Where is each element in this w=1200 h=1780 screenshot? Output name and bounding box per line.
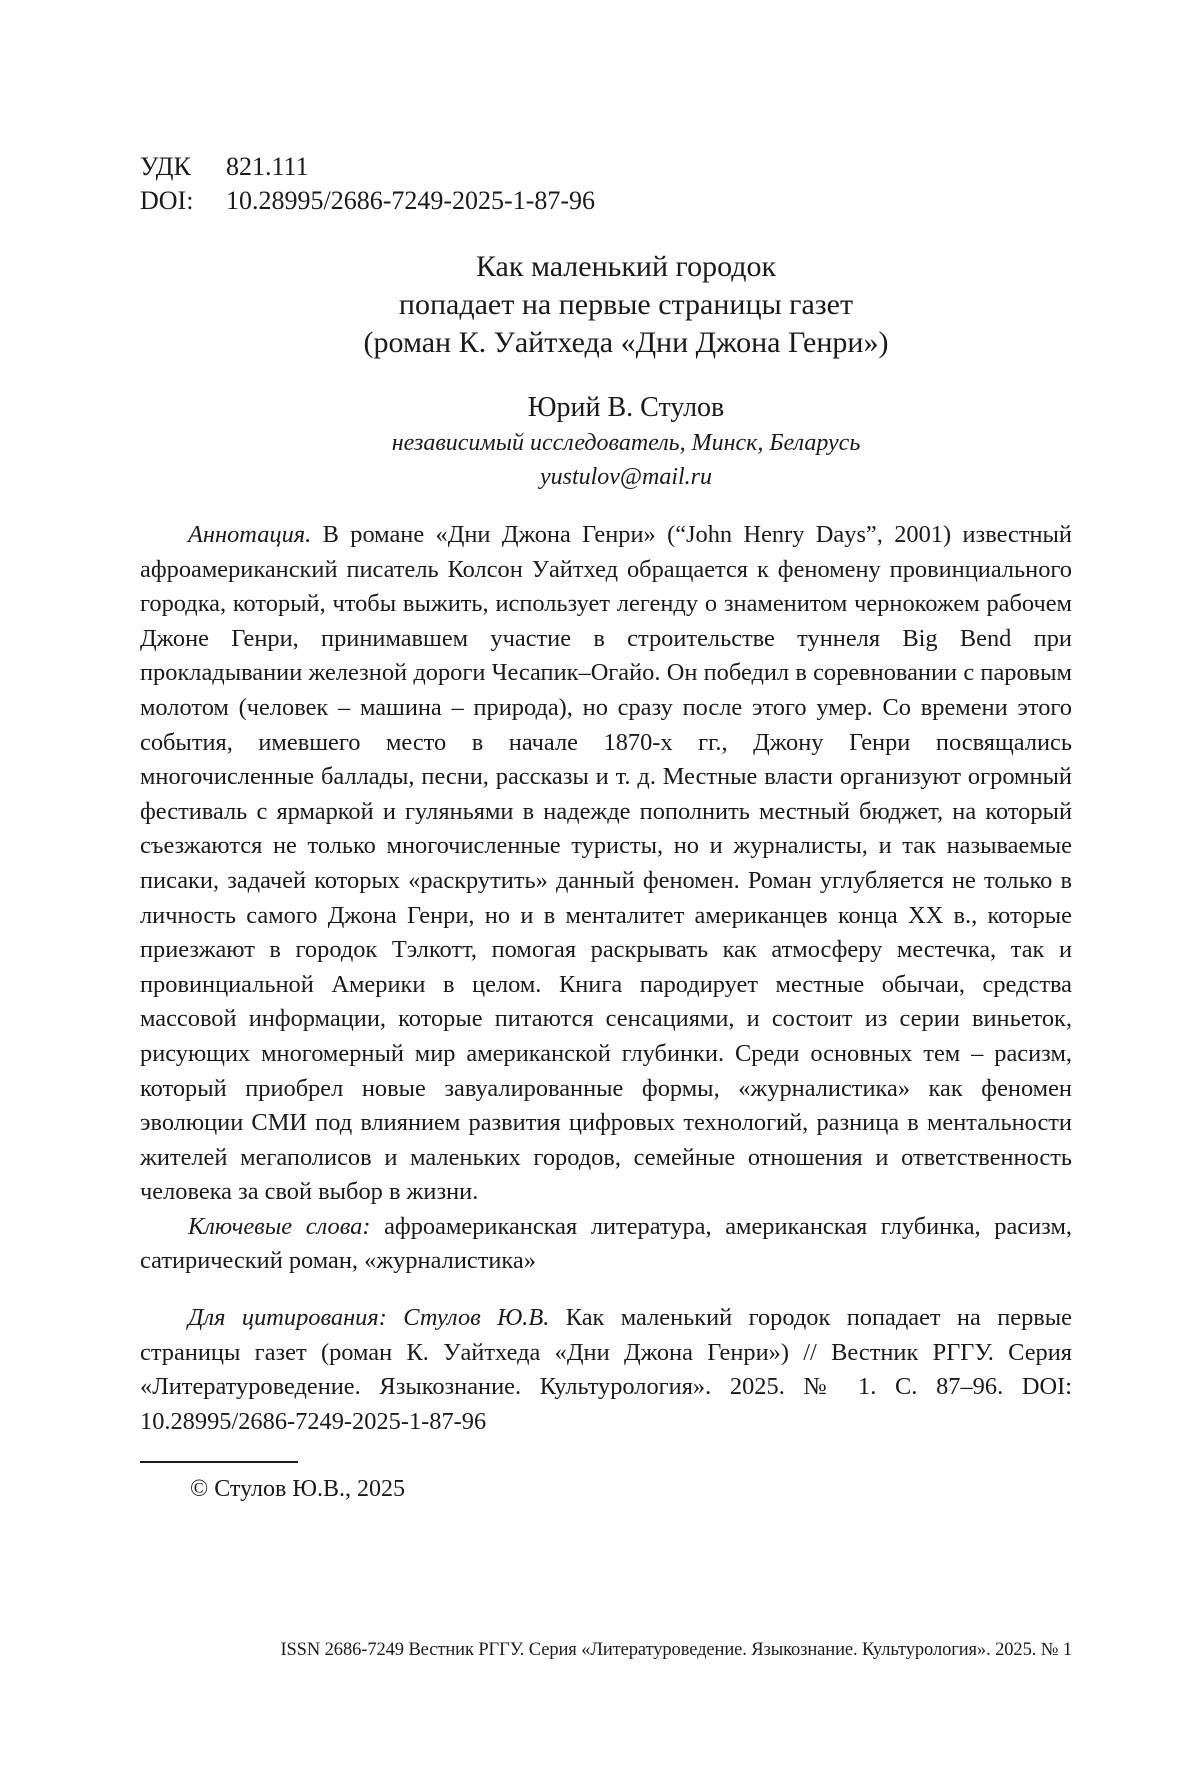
journal-footer: ISSN 2686-7249 Вестник РГГУ. Серия «Литературоведение. Языкознание. Культурология». 2025. № 1 — [280, 1640, 1072, 1660]
author-name: Юрий В. Стулов — [527, 392, 725, 423]
doi-line — [140, 184, 1072, 218]
udk-line — [140, 150, 1072, 184]
citation-paragraph — [140, 1301, 1072, 1439]
abstract-label: Аннотация. — [188, 521, 312, 548]
abstract-paragraph — [140, 518, 1072, 1210]
title-line-2: попадает на первые страницы газет — [398, 288, 854, 321]
footnote-divider — [140, 1461, 298, 1463]
keywords-paragraph — [140, 1210, 1072, 1279]
author-block — [140, 390, 1072, 494]
udk-value: 821.111 — [226, 152, 309, 181]
title-line-1: Как маленький городок — [475, 250, 777, 283]
doi-label: DOI: — [140, 186, 194, 215]
title-line-3: (роман К. Уайтхеда «Дни Джона Генри») — [363, 326, 889, 359]
copyright-notice: © Стулов Ю.В., 2025 — [190, 1476, 406, 1503]
citation-text: Как маленький городок попадает на первые страницы газет (роман К. Уайтхеда «Дни Джона Генри») // Вестник РГГУ. Серия «Литературоведение. Языкознание. Культурология». 2025. № 1. С. 87–96. DOI: 10.28995/2686-7249-2025-1-87-96 — [140, 1304, 1072, 1435]
doi-value: 10.28995/2686-7249-2025-1-87-96 — [226, 186, 596, 215]
author-email: yustulov@mail.ru — [539, 464, 713, 490]
citation-label: Для цитирования: Стулов Ю.В. — [188, 1304, 550, 1332]
author-affiliation: независимый исследователь, Минск, Беларусь — [391, 430, 861, 456]
keywords-label: Ключевые слова: — [188, 1212, 371, 1240]
keywords-text: афроамериканская литература, американская глубинка, расизм, сатирический роман, «журналистика» — [140, 1212, 1072, 1275]
udk-label: УДК — [140, 152, 191, 181]
abstract-text: В романе «Дни Джона Генри» (“John Henry Days”, 2001) известный афроамериканский писатель Колсон Уайтхед обращается к феномену провинциального городка, который, чтобы выжить, использует легенду о знаменитом чернокожем рабочем Джоне Генри, принимавшем участие в строительстве туннеля Big Bend при прокладывании железной дороги Чесапик–Огайо. Он победил в соревновании с паровым молотом (человек – машина – природа), но сразу после этого умер. Со времени этого события, имевшего место в начале 1870-х гг., Джону Генри посвящались многочисленные баллады, песни, рассказы и т. д. Местные власти организуют огромный фестиваль с ярмаркой и гуляньями в надежде пополнить местный бюджет, на который съезжаются не только многочисленные туристы, но и журналисты, и так называемые писаки, задачей которых «раскрутить» данный феномен. Роман углубляется не только в личность самого Джона Генри, но и в менталитет американцев конца XX в., которые приезжают в городок Тэлкотт, помогая раскрывать как атмосферу местечка, так и провинциальной Америки в целом. Книга пародирует местные обычаи, средства массовой информации, которые питаются сенсациями, и состоит из серии виньеток, рисующих многомерный мир американской глубинки. Среди основных тем – расизм, который приобрел новые завуалированные формы, «журналистика» как феномен эволюции СМИ под влиянием развития цифровых технологий, разница в ментальности жителей мегаполисов и маленьких городов, семейные отношения и ответственность человека за свой выбор в жизни. — [140, 521, 1072, 1206]
article-first-page — [140, 150, 1072, 1505]
article-title — [140, 248, 1072, 362]
